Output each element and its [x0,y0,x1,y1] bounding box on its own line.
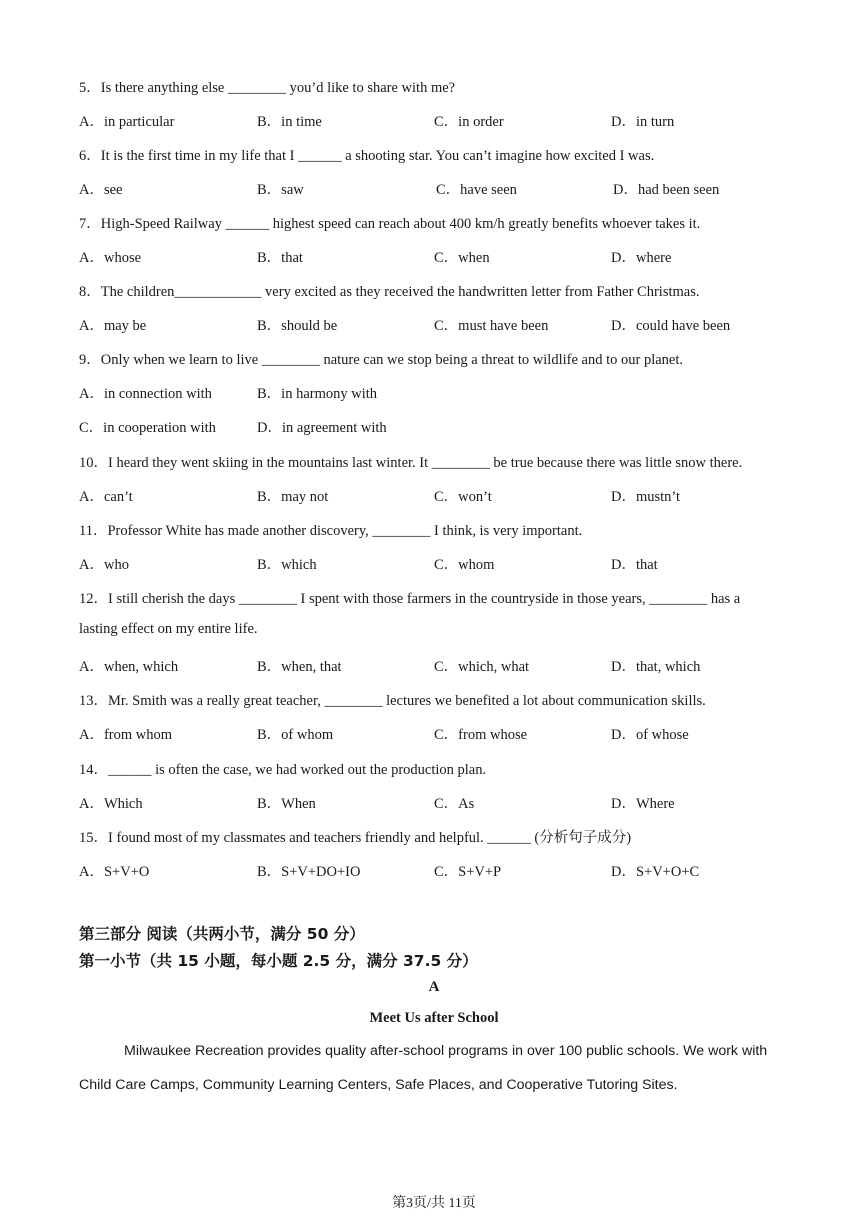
q6-option-a: A．see [79,182,123,198]
q8-option-a: A．may be [79,318,147,334]
q9-option-b: B．in harmony with [257,386,378,402]
passage-line-2: Child Care Camps, Community Learning Centers, Safe Places, and Cooperative Tutoring Sites. [79,1077,678,1093]
q9-option-a: A．in connection with [79,386,212,402]
q5-option-b: B．in time [257,114,322,130]
q15-option-b: B．S+V+DO+IO [257,864,361,880]
q14-option-a: A．Which [79,796,143,812]
q12-option-a: A．when, which [79,659,179,675]
q8-option-b: B．should be [257,318,338,334]
q7-option-c: C．when [434,250,490,266]
q5-option-c: C．in order [434,114,504,130]
q11-option-d: D．that [611,557,658,573]
question-13-stem: 13．Mr. Smith was a really great teacher, ________ lectures we benefited a lot about communication skills. [79,693,706,709]
q6-option-b: B．saw [257,182,304,198]
question-11-stem: 11．Professor White has made another discovery, ________ I think, is very important. [79,523,583,539]
q14-option-c: C．As [434,796,475,812]
q7-option-a: A．whose [79,250,142,266]
q13-option-d: D．of whose [611,727,689,743]
passage-line-1: Milwaukee Recreation provides quality after-school programs in over 100 public schools. We work with [124,1043,768,1059]
q7-option-d: D．where [611,250,672,266]
q6-option-d: D．had been seen [613,182,720,198]
question-5-stem: 5．Is there anything else ________ you’d like to share with me? [79,80,456,96]
page-number-footer: 第3页/共 11页 [392,1196,476,1211]
q11-option-a: A．who [79,557,129,573]
q14-option-d: D．Where [611,796,675,812]
q12-option-c: C．which, what [434,659,530,675]
q8-option-c: C．must have been [434,318,549,334]
passage-title: Meet Us after School [369,1010,499,1026]
q5-option-d: D．in turn [611,114,675,130]
q15-option-c: C．S+V+P [434,864,502,880]
q7-option-b: B．that [257,250,303,266]
q15-option-d: D．S+V+O+C [611,864,700,880]
q12-option-d: D．that, which [611,659,701,675]
question-10-stem: 10．I heard they went skiing in the mountains last winter. It ________ be true because there was little snow there. [79,455,743,471]
question-12-stem-continued: lasting effect on my entire life. [79,621,258,637]
q12-option-b: B．when, that [257,659,342,675]
question-14-stem: 14．______ is often the case, we had worked out the production plan. [79,762,487,778]
q15-option-a: A．S+V+O [79,864,150,880]
question-7-stem: 7．High-Speed Railway ______ highest speed can reach about 400 km/h greatly benefits whoever takes it. [79,216,701,232]
q14-option-b: B．When [257,796,316,812]
question-9-stem: 9．Only when we learn to live ________ nature can we stop being a threat to wildlife and to our planet. [79,352,684,368]
q6-option-c: C．have seen [436,182,517,198]
question-15-stem: 15．I found most of my classmates and teachers friendly and helpful. ______ (分析句子成分) [79,830,632,846]
q9-option-d: D．in agreement with [257,420,387,436]
q10-option-b: B．may not [257,489,329,505]
question-12-stem: 12．I still cherish the days ________ I spent with those farmers in the countryside in those years, ________ has a [79,591,741,607]
q10-option-c: C．won’t [434,489,492,505]
question-8-stem: 8．The children____________ very excited as they received the handwritten letter from Father Christmas. [79,284,700,300]
passage-label: A [428,979,440,995]
q9-option-c: C．in cooperation with [79,420,216,436]
q10-option-d: D．mustn’t [611,489,681,505]
q11-option-c: C．whom [434,557,495,573]
q8-option-d: D．could have been [611,318,731,334]
q13-option-b: B．of whom [257,727,334,743]
section-part-title: 第三部分 阅读（共两小节，满分 50 分） [79,925,365,943]
q11-option-b: B．which [257,557,317,573]
q13-option-a: A．from whom [79,727,173,743]
q10-option-a: A．can’t [79,489,133,505]
q5-option-a: A．in particular [79,114,175,130]
q13-option-c: C．from whose [434,727,528,743]
section-sub-title: 第一小节（共 15 小题，每小题 2.5 分，满分 37.5 分） [79,952,478,970]
question-6-stem: 6．It is the first time in my life that I ______ a shooting star. You can’t imagine how excited I was. [79,148,655,164]
